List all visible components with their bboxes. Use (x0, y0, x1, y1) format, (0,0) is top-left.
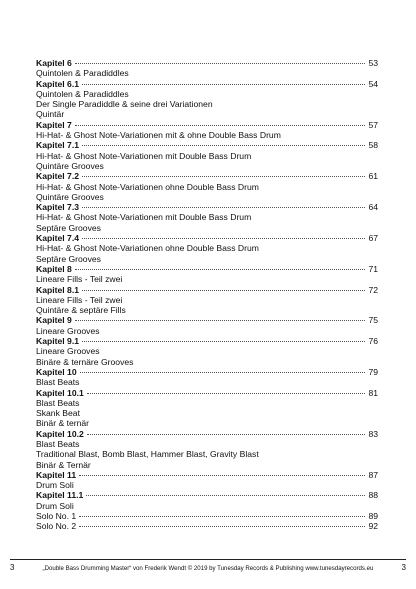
toc-entry-title: Kapitel 9.1 (36, 336, 79, 347)
toc-chapter-entry (36, 470, 378, 480)
toc-entry-title: Kapitel 8 (36, 263, 72, 274)
toc-chapter-entry (36, 388, 378, 398)
toc-subtitle: Hi-Hat- & Ghost Note-Variationen mit & ohne Double Bass Drum (36, 130, 281, 141)
toc-subtitle: Drum Soli (36, 480, 74, 491)
toc-subtitle: Quintäre & septäre Fills (36, 305, 126, 316)
toc-chapter-entry (36, 490, 378, 500)
toc-subtitle: Blast Beats (36, 377, 80, 388)
toc-entry-title: Solo No. 1 (36, 511, 77, 522)
toc-entry-title: Kapitel 8.1 (36, 284, 79, 295)
toc-subtitle: Hi-Hat- & Ghost Note-Variationen mit Double Bass Drum (36, 150, 252, 161)
toc-entry-title: Kapitel 10.2 (36, 428, 84, 439)
toc-dot-leader (79, 526, 365, 527)
toc-entry-title: Kapitel 7.3 (36, 202, 79, 213)
toc-chapter-entry (36, 202, 378, 212)
table-of-contents (36, 58, 378, 532)
toc-page-number: 58 (368, 140, 378, 151)
toc-dot-leader (82, 84, 365, 85)
toc-page-number: 72 (368, 284, 378, 295)
toc-page-number: 71 (368, 263, 378, 274)
toc-page-number: 64 (368, 202, 378, 213)
toc-subtitle: Binäre & ternäre Grooves (36, 356, 134, 367)
toc-page-number: 83 (368, 428, 378, 439)
toc-subtitle: Lineare Fills - Teil zwei (36, 294, 123, 305)
toc-solo-entry (36, 511, 378, 521)
toc-page-number: 79 (368, 366, 378, 377)
toc-dot-leader (79, 475, 365, 476)
toc-subtitle: Quintolen & Paradiddles (36, 68, 129, 79)
toc-page-number: 76 (368, 336, 378, 347)
toc-dot-leader (82, 238, 365, 239)
toc-page-number: 54 (368, 78, 378, 89)
toc-dot-leader (75, 125, 366, 126)
toc-dot-leader (80, 372, 366, 373)
toc-dot-leader (82, 207, 365, 208)
toc-entry-title: Solo No. 2 (36, 521, 77, 532)
toc-chapter-entry (36, 367, 378, 377)
toc-page-number: 61 (368, 171, 378, 182)
toc-entry-title: Kapitel 7 (36, 119, 72, 130)
toc-page-number: 92 (368, 521, 378, 532)
toc-subtitle: Binär & ternär (36, 418, 90, 429)
toc-dot-leader (87, 393, 366, 394)
toc-chapter-entry (36, 336, 378, 346)
toc-subtitle: Der Single Paradiddle & seine drei Variationen (36, 99, 213, 110)
toc-page-number: 67 (368, 233, 378, 244)
toc-chapter-entry (36, 79, 378, 89)
toc-page-number: 88 (368, 490, 378, 501)
toc-solo-entry (36, 521, 378, 531)
toc-subtitle: Traditional Blast, Bomb Blast, Hammer Blast, Gravity Blast (36, 449, 259, 460)
toc-subtitle: Hi-Hat- & Ghost Note-Variationen ohne Double Bass Drum (36, 181, 259, 192)
toc-dot-leader (75, 63, 366, 64)
toc-entry-title: Kapitel 9 (36, 315, 72, 326)
toc-subtitle: Septäre Grooves (36, 222, 101, 233)
toc-subtitle: Lineare Grooves (36, 325, 100, 336)
toc-page-number: 87 (368, 469, 378, 480)
toc-chapter-entry (36, 120, 378, 130)
toc-dot-leader (82, 176, 365, 177)
toc-subtitle: Drum Soli (36, 500, 74, 511)
footer-divider (10, 559, 406, 560)
toc-subtitle: Binär & Ternär (36, 459, 91, 470)
toc-entry-title: Kapitel 7.4 (36, 233, 79, 244)
toc-chapter-entry (36, 140, 378, 150)
page-number-right: 3 (401, 563, 406, 572)
toc-dot-leader (82, 145, 365, 146)
toc-subtitle: Septäre Grooves (36, 253, 101, 264)
toc-subtitle: Blast Beats (36, 397, 80, 408)
toc-entry-title: Kapitel 6 (36, 58, 72, 68)
toc-dot-leader (87, 434, 366, 435)
page-number-left: 3 (10, 563, 15, 572)
toc-dot-leader (79, 516, 365, 517)
toc-entry-title: Kapitel 11 (36, 469, 77, 480)
toc-chapter-entry (36, 58, 378, 68)
footer-copyright: „Double Bass Drumming Master“ von Frederik Wendt © 2019 by Tunesday Records & Publishing www.tunesdayrecords.eu (42, 565, 374, 572)
toc-entry-title: Kapitel 10 (36, 366, 77, 377)
toc-subtitle: Lineare Grooves (36, 346, 100, 357)
page-footer (10, 563, 406, 572)
toc-subtitle: Blast Beats (36, 438, 80, 449)
toc-page-number: 81 (368, 387, 378, 398)
toc-subtitle: Quintolen & Paradiddles (36, 88, 129, 99)
toc-entry-title: Kapitel 11.1 (36, 490, 84, 501)
toc-chapter-entry (36, 315, 378, 325)
toc-subtitle: Hi-Hat- & Ghost Note-Variationen ohne Double Bass Drum (36, 243, 259, 254)
toc-dot-leader (86, 495, 365, 496)
toc-page-number: 75 (368, 315, 378, 326)
toc-dot-leader (75, 269, 366, 270)
toc-chapter-entry (36, 429, 378, 439)
toc-entry-title: Kapitel 10.1 (36, 387, 84, 398)
toc-page-number: 53 (368, 58, 378, 68)
toc-chapter-entry (36, 285, 378, 295)
toc-entry-title: Kapitel 7.1 (36, 140, 79, 151)
toc-subtitle: Hi-Hat- & Ghost Note-Variationen mit Double Bass Drum (36, 212, 252, 223)
toc-page-number: 57 (368, 119, 378, 130)
toc-chapter-entry (36, 264, 378, 274)
toc-subtitle: Skank Beat (36, 408, 80, 419)
toc-dot-leader (82, 290, 365, 291)
toc-chapter-entry (36, 171, 378, 181)
toc-chapter-entry (36, 233, 378, 243)
toc-subtitle: Lineare Fills - Teil zwei (36, 274, 123, 285)
toc-entry-title: Kapitel 6.1 (36, 78, 79, 89)
toc-dot-leader (82, 341, 365, 342)
toc-subtitle: Quintäre Grooves (36, 191, 104, 202)
toc-dot-leader (75, 320, 366, 321)
toc-entry-title: Kapitel 7.2 (36, 171, 79, 182)
toc-subtitle: Quintär (36, 109, 65, 120)
toc-page-number: 89 (368, 511, 378, 522)
toc-subtitle: Quintäre Grooves (36, 160, 104, 171)
